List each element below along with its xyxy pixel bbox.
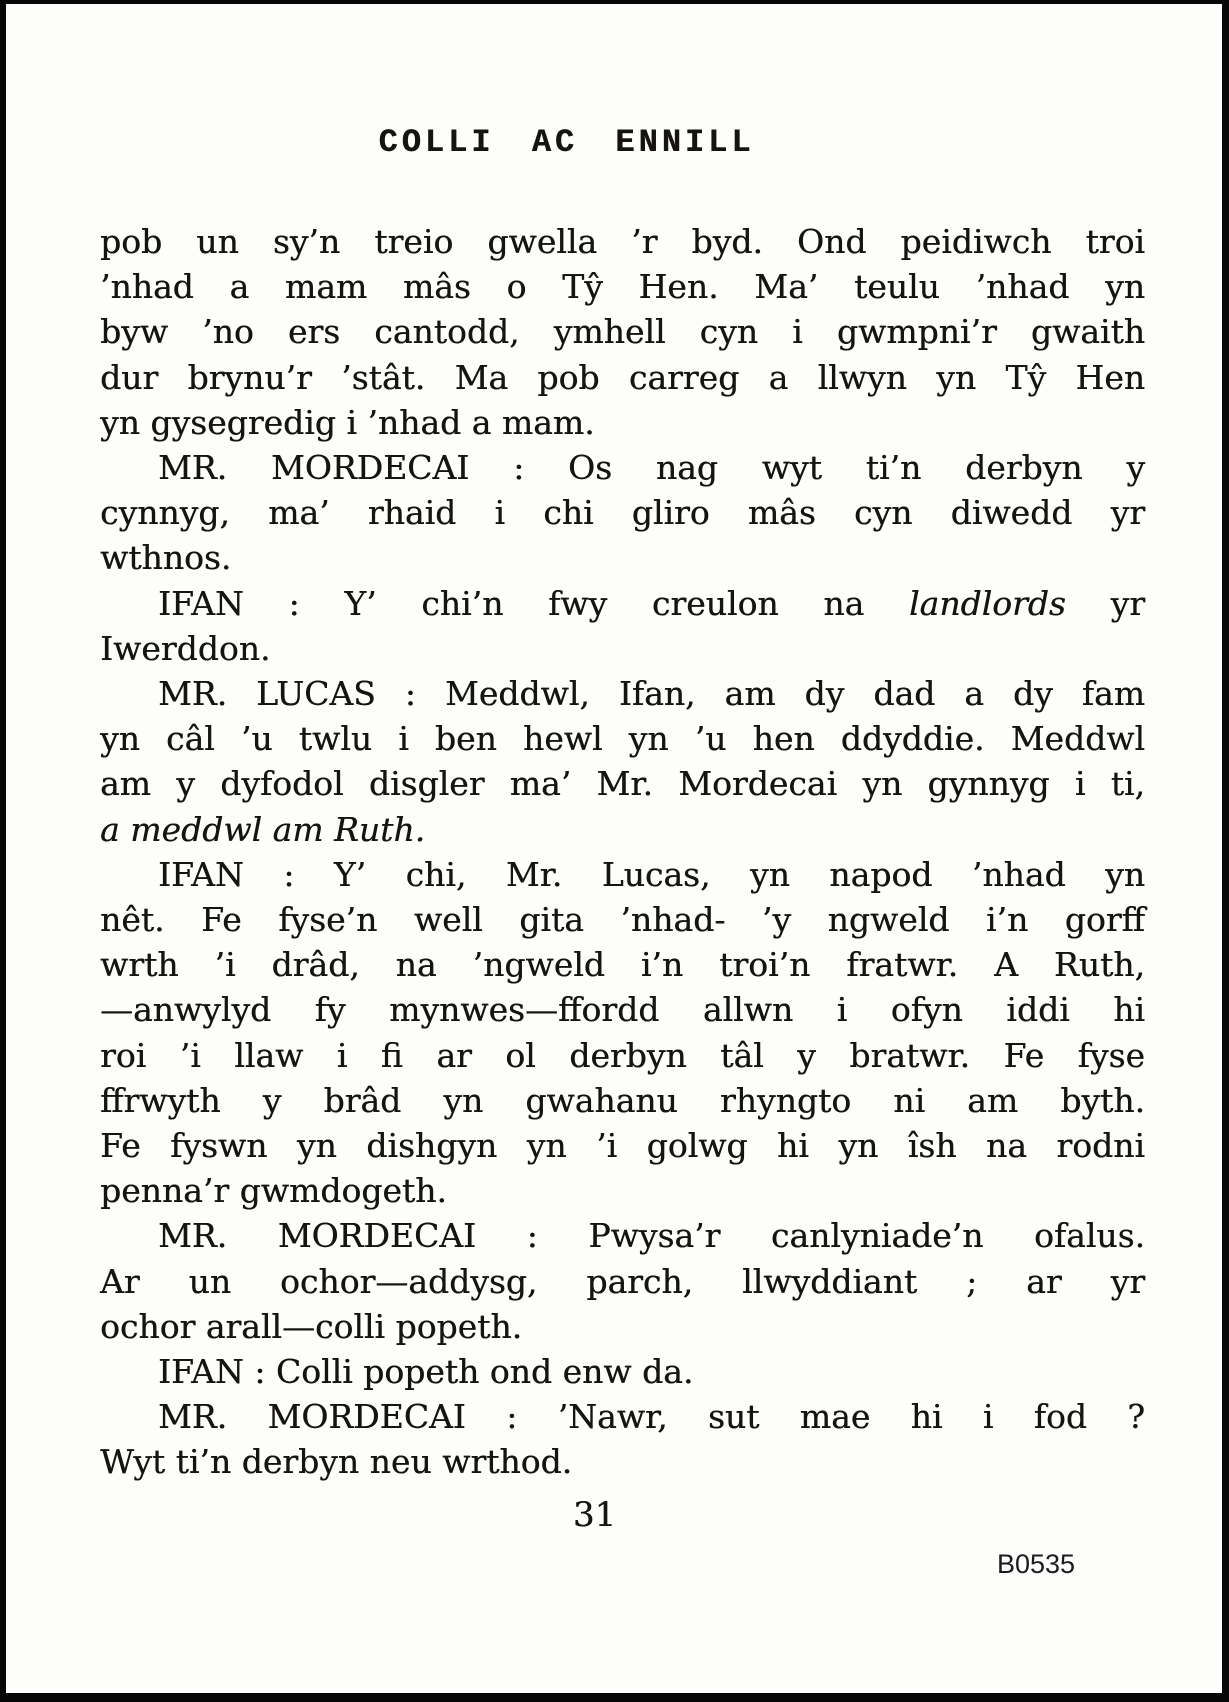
text-line — [100, 1033, 1145, 1078]
text-line — [100, 1168, 1145, 1213]
text-segment: byw ’no ers cantodd, ymhell cyn i gwmpni’r gwaith — [100, 312, 1145, 352]
text-segment: pob un sy’n treio gwella ’r byd. Ond peidiwch troi — [100, 222, 1145, 261]
text-line — [100, 581, 1145, 626]
text-line — [100, 671, 1145, 716]
text-segment: wrth ’i drâd, na ’ngweld i’n troi’n fratwr. A Ruth, — [100, 945, 1145, 985]
body-text — [100, 219, 1145, 1485]
text-line — [100, 490, 1145, 535]
text-segment: MR. LUCAS : Meddwl, Ifan, am dy dad a dy fam — [158, 674, 1145, 714]
text-segment: ochor arall—colli popeth. — [100, 1306, 523, 1346]
text-segment: roi ’i llaw i fi ar ol derbyn tâl y bratwr. Fe fyse — [100, 1035, 1145, 1075]
text-line — [100, 1213, 1145, 1258]
text-line — [100, 309, 1145, 354]
text-line — [100, 1259, 1145, 1304]
text-segment: yn gysegredig i ’nhad a mam. — [100, 402, 595, 442]
text-line — [100, 626, 1145, 671]
text-segment: nêt. Fe fyse’n well gita ’nhad- ’y ngweld i’n gorff — [100, 900, 1145, 940]
text-segment: yn câl ’u twlu i ben hewl yn ’u hen ddyddie. Meddwl — [100, 719, 1145, 759]
text-segment: Fe fyswn yn dishgyn yn ’i golwg hi yn îsh na rodni — [100, 1126, 1145, 1166]
text-line — [100, 1394, 1145, 1439]
text-segment: IFAN : Colli popeth ond enw da. — [158, 1352, 694, 1392]
text-line — [100, 355, 1145, 400]
text-line — [100, 852, 1145, 897]
text-segment: Wyt ti’n derbyn neu wrthod. — [100, 1442, 573, 1482]
text-line — [100, 987, 1145, 1032]
text-line — [100, 1349, 1145, 1394]
text-line — [100, 400, 1145, 445]
text-segment: MR. MORDECAI : ’Nawr, sut mae hi i fod ? — [158, 1397, 1145, 1437]
italic-text: landlords — [908, 583, 1066, 623]
page-number: 31 — [572, 1494, 617, 1535]
page-title: COLLI AC ENNILL — [378, 124, 755, 161]
text-segment: ffrwyth y brâd yn gwahanu rhyngto ni am byth. — [100, 1080, 1145, 1120]
text-line — [100, 942, 1145, 987]
text-line — [100, 716, 1145, 761]
text-segment: IFAN : Y’ chi, Mr. Lucas, yn napod ’nhad yn — [158, 854, 1145, 894]
text-segment: —anwylyd fy mynwes—ffordd allwn i ofyn iddi hi — [100, 990, 1145, 1030]
text-line — [100, 1078, 1145, 1123]
text-segment: ’nhad a mam mâs o Tŷ Hen. Ma’ teulu ’nhad yn — [100, 267, 1145, 307]
text-line — [100, 807, 1145, 852]
text-line — [100, 761, 1145, 806]
text-segment: wthnos. — [100, 538, 232, 578]
text-segment: Ar un ochor—addysg, parch, llwyddiant ; ar yr — [100, 1261, 1145, 1301]
catalog-stamp: B0535 — [997, 1549, 1076, 1579]
italic-text: a meddwl am Ruth. — [100, 809, 426, 849]
text-segment: Iwerddon. — [100, 628, 271, 668]
text-line — [100, 535, 1145, 580]
text-segment: cynnyg, ma’ rhaid i chi gliro mâs cyn diwedd yr — [100, 493, 1145, 533]
text-line — [100, 897, 1145, 942]
text-segment: MR. MORDECAI : Pwysa’r canlyniade’n ofalus. — [158, 1216, 1145, 1256]
text-segment: penna’r gwmdogeth. — [100, 1171, 447, 1211]
text-segment: IFAN : Y’ chi’n fwy creulon na — [158, 583, 909, 623]
text-segment: dur brynu’r ’stât. Ma pob carreg a llwyn yn Tŷ Hen — [100, 357, 1145, 397]
text-segment: MR. MORDECAI : Os nag wyt ti’n derbyn y — [158, 448, 1145, 488]
text-segment: yr — [1065, 583, 1145, 623]
text-line — [100, 1123, 1145, 1168]
text-line — [100, 1304, 1145, 1349]
text-line — [100, 264, 1145, 309]
text-line — [100, 445, 1145, 490]
text-line — [100, 1439, 1145, 1484]
text-segment: am y dyfodol disgler ma’ Mr. Mordecai yn gynnyg i ti, — [100, 764, 1145, 804]
text-line — [100, 219, 1145, 264]
